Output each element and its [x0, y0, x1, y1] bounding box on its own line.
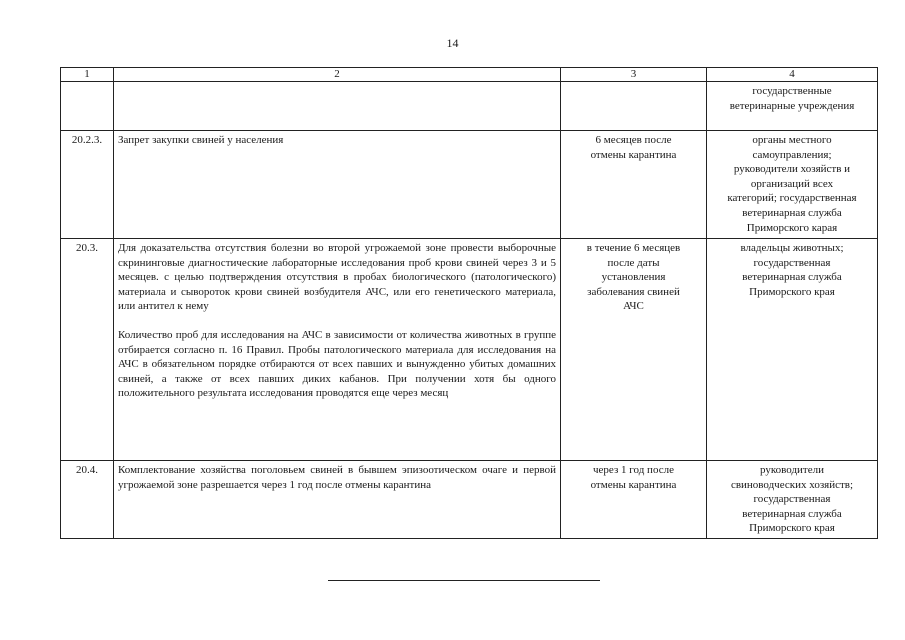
- text-line: ветеринарная служба: [742, 271, 842, 284]
- page-number: 14: [446, 36, 459, 50]
- text-line: Приморского края: [749, 522, 835, 535]
- cell-term: [561, 239, 707, 461]
- text-line: в течение 6 месяцев: [586, 242, 681, 254]
- table-row: [61, 131, 878, 239]
- text-line: организаций всех: [750, 177, 834, 190]
- cell-responsible: [707, 131, 878, 239]
- table-row-continuation: [61, 82, 878, 131]
- table-row: [61, 461, 878, 539]
- text-line: после даты: [607, 256, 660, 269]
- text-line: ветеринарная служба: [742, 206, 842, 219]
- measures-table: [60, 67, 878, 539]
- text-line: установления: [601, 271, 666, 284]
- footer-divider: [328, 580, 600, 581]
- cell-measure: [114, 131, 561, 239]
- text-line: руководители: [760, 464, 824, 476]
- cell-measure: [114, 239, 561, 461]
- text-line: государственная: [753, 256, 831, 269]
- text-line: руководители хозяйств и: [733, 163, 851, 176]
- cell-number: [61, 82, 114, 131]
- text-line: самоуправления;: [752, 148, 832, 161]
- text-line: владельцы животных;: [740, 242, 844, 254]
- text-line: категорий; государственная: [727, 192, 857, 205]
- cell-responsible: [707, 82, 878, 131]
- cell-responsible: [707, 239, 878, 461]
- text-line: Приморского карая: [746, 221, 838, 234]
- table-header-row: [61, 68, 878, 82]
- table-row: [61, 239, 878, 461]
- text-line: отмены карантина: [590, 478, 677, 491]
- text-line: 6 месяцев после: [595, 134, 672, 146]
- text-line: заболевания свиней: [587, 285, 680, 298]
- text-line: свиноводческих хозяйств;: [730, 478, 854, 491]
- cell-number: 20.3.: [61, 239, 114, 461]
- text-line: ветеринарная служба: [742, 507, 842, 520]
- text-line: органы местного: [752, 134, 832, 146]
- text-line: ветеринарные учреждения: [729, 99, 855, 112]
- cell-measure: [114, 461, 561, 539]
- text-line: отмены карантина: [590, 148, 677, 161]
- text-line: АЧС: [623, 300, 644, 313]
- text-line: государственная: [753, 493, 831, 506]
- measure-paragraph: Комплектование хозяйства поголовьем свиней в бывшем эпизоотическом очаге и первой угрожаемой зоне разрешается через 1 год после отмены карантина: [118, 464, 556, 491]
- cell-term: [561, 82, 707, 131]
- cell-number: 20.2.3.: [61, 131, 114, 239]
- measure-paragraph: Запрет закупки свиней у населения: [118, 134, 284, 146]
- text-line: Приморского края: [749, 285, 835, 298]
- header-col-4: 4: [707, 68, 878, 82]
- header-col-1: 1: [61, 68, 114, 82]
- measure-paragraph: Для доказательства отсутствия болезни во второй угрожаемой зоне провести выборочные скрининговые диагностические лабораторные исследования проб крови свиней через 3 и 5 месяцев. с целью подтверждения отсутствия в пробах биологического (патологического) материала и сывороток крови свиней возбудителя АЧС, или его генетического материала, или антител к нему: [118, 242, 556, 313]
- header-col-2: 2: [114, 68, 561, 82]
- cell-number: 20.4.: [61, 461, 114, 539]
- cell-term: [561, 131, 707, 239]
- cell-measure: [114, 82, 561, 131]
- header-col-3: 3: [561, 68, 707, 82]
- cell-term: [561, 461, 707, 539]
- text-line: государственные: [752, 85, 832, 97]
- cell-responsible: [707, 461, 878, 539]
- text-line: через 1 год после: [593, 464, 674, 476]
- measure-paragraph: Количество проб для исследования на АЧС в зависимости от количества животных в группе отбирается согласно п. 16 Правил. Пробы патологического материала для исследования на АЧС в обязательном порядке отбираются от всех павших и вынужденно убитых домашних свиней, а также от всех павших диких кабанов. При получении хотя бы одного положительного результата исследования проводятся еще через месяц: [118, 328, 556, 400]
